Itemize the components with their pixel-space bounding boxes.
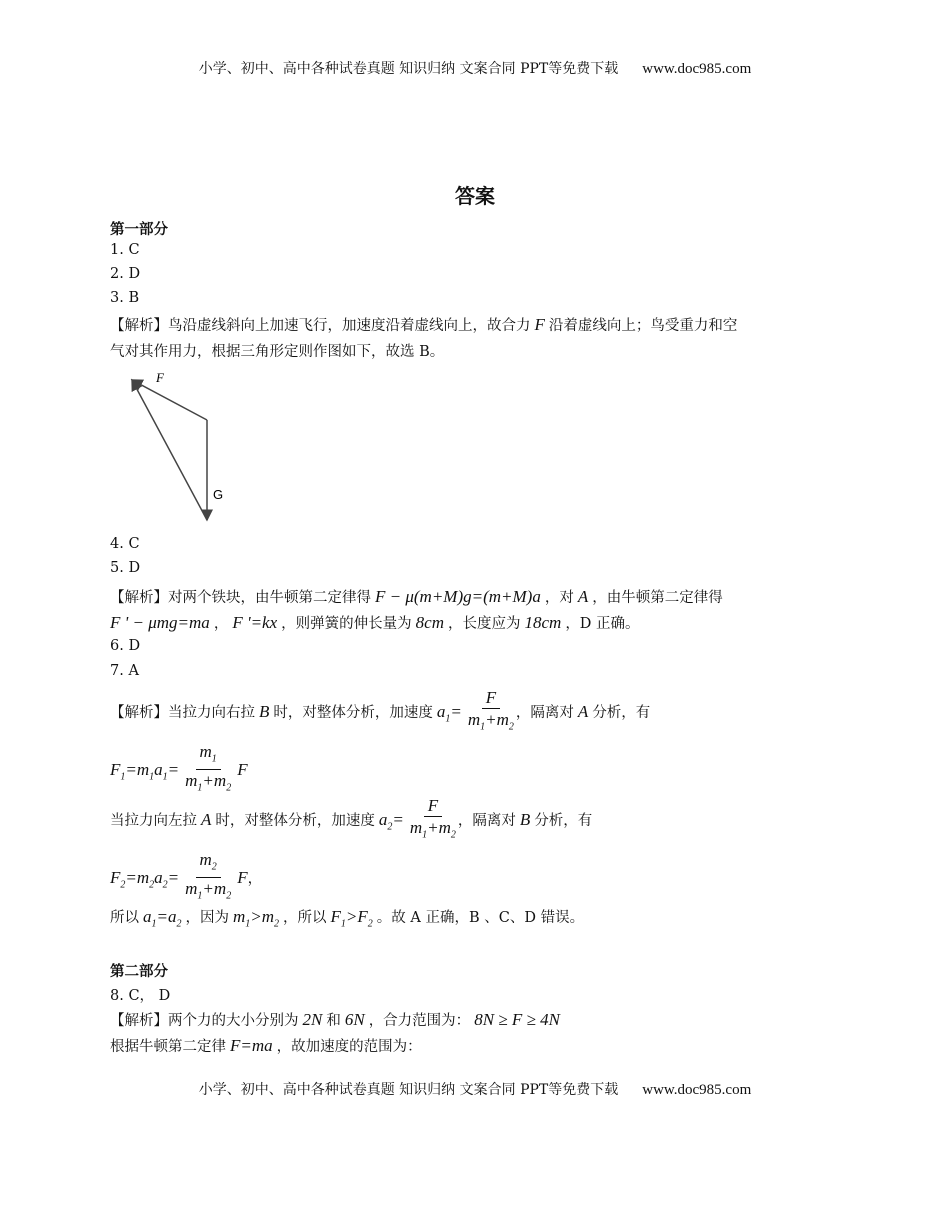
q7-eq-f1	[110, 742, 252, 800]
page-header	[0, 58, 950, 78]
math: +	[485, 710, 497, 729]
fraction	[468, 688, 514, 738]
math: 1	[422, 829, 428, 841]
math: 2	[367, 918, 373, 930]
math: m	[213, 771, 227, 791]
answer-1: 1. C	[110, 242, 140, 258]
answer-5: 5. D	[110, 560, 141, 576]
text: ，长度应为	[447, 616, 521, 632]
math: 1	[151, 918, 157, 930]
numerator: F	[482, 688, 500, 709]
math: m	[185, 771, 198, 791]
q8-line1	[110, 1009, 564, 1030]
text: 和	[326, 1013, 341, 1029]
math: 1	[340, 918, 346, 930]
math: 2	[176, 918, 182, 930]
math: =	[156, 907, 168, 926]
math: 8cm	[415, 613, 444, 632]
math: 6N	[344, 1010, 365, 1029]
math: 1	[245, 918, 251, 930]
math: a	[167, 907, 177, 926]
math: 2	[149, 879, 155, 891]
force-triangle-figure	[120, 368, 250, 530]
math: 2	[274, 918, 280, 930]
math: 18cm	[524, 613, 562, 632]
math: +	[202, 771, 214, 791]
text: 当拉力向右拉	[168, 705, 255, 722]
math: m	[261, 907, 275, 926]
math: 1	[120, 771, 126, 783]
math: F	[110, 759, 121, 779]
math: F − μ(m+M)g=(m+M)a	[375, 587, 541, 606]
text: 所以	[110, 910, 139, 926]
text: 根据牛顿第二定律	[110, 1039, 226, 1055]
math: 1	[480, 721, 486, 733]
footer-url[interactable]: www.doc985.com	[642, 1082, 752, 1098]
math: A	[201, 810, 212, 830]
text: ，由牛顿第二定律得	[592, 590, 723, 606]
resultant-arrow	[132, 380, 207, 520]
math: a	[154, 759, 163, 779]
label: 【解析】	[110, 705, 168, 722]
math: 1	[162, 771, 168, 783]
math: m	[409, 818, 423, 837]
q7-conclusion	[110, 906, 584, 929]
label: 【解析】	[110, 590, 168, 606]
math: 1	[197, 782, 203, 794]
math: m	[185, 879, 198, 899]
math: a	[378, 810, 388, 830]
math: B	[259, 702, 270, 722]
math: =	[167, 867, 180, 887]
text: 对两个铁块，由牛顿第二定律得	[168, 590, 371, 606]
math: m	[438, 818, 451, 837]
math: +	[427, 818, 439, 837]
page-footer	[0, 1079, 950, 1099]
math: 1	[149, 771, 155, 783]
answer-8: 8. C， D	[110, 988, 171, 1004]
math: F ' − μmg=ma	[110, 613, 210, 632]
text: ，则弹簧的伸长量为	[281, 616, 412, 632]
math: m	[136, 867, 150, 887]
text: ，故加速度的范围为：	[276, 1039, 422, 1055]
math: =	[392, 810, 404, 830]
text: 沿着虚线向上；鸟受重力和空	[548, 318, 738, 334]
header-url[interactable]: www.doc985.com	[642, 61, 752, 77]
math: m	[136, 759, 150, 779]
q5-explanation-line2: F ' − μmg=ma ， F '=kx ，则弹簧的伸长量为 8cm ，长度应为 18cm ，D 正确。	[110, 613, 640, 632]
text: ，合力范围为：	[368, 1013, 471, 1029]
page-title: 答案	[455, 184, 495, 208]
q5-explanation-line1	[110, 586, 723, 607]
math: F '=kx	[232, 613, 278, 632]
text: 当拉力向左拉	[110, 813, 197, 830]
header-text: 小学、初中、高中各种试卷真题 知识归纳 文案合同 PPT等免费下载	[198, 61, 619, 77]
q8-line2	[110, 1035, 422, 1056]
q3-explanation-line2: 气对其作用力，根据三角形定则作图如下，故选 B。	[110, 344, 445, 360]
text: 鸟沿虚线斜向上加速飞行，加速度沿着虚线向上，故合力	[168, 318, 531, 334]
fraction	[410, 796, 456, 846]
math: 1	[445, 713, 451, 725]
math: +	[202, 879, 214, 899]
label: 【解析】	[110, 318, 168, 334]
math: a	[143, 907, 152, 926]
math: F=ma	[230, 1036, 273, 1055]
text: 两个力的大小分别为	[168, 1013, 299, 1029]
answer-6: 6. D	[110, 638, 141, 654]
answer-2: 2. D	[110, 266, 141, 282]
label: 【解析】	[110, 1013, 168, 1029]
math: m	[467, 710, 481, 729]
math: A	[577, 702, 589, 722]
text: 分析，有	[534, 813, 593, 830]
math: 2	[387, 821, 393, 833]
math: F	[357, 907, 368, 926]
math: 2	[226, 782, 232, 794]
math: m	[232, 907, 246, 926]
math: F	[330, 907, 341, 926]
math: A	[577, 587, 589, 606]
math: F	[237, 759, 248, 779]
fraction	[185, 850, 231, 908]
q7-eq-f2	[110, 850, 262, 908]
math: 1	[211, 753, 217, 765]
math: F	[534, 315, 545, 334]
math: >	[345, 907, 358, 926]
q7-line1	[110, 688, 650, 738]
numerator: F	[424, 796, 442, 817]
math: 8N ≥ F ≥ 4N	[474, 1010, 560, 1029]
fraction	[185, 742, 231, 800]
text: 分析，有	[592, 705, 651, 722]
text: ，所以	[283, 910, 327, 926]
q3-explanation-line1	[110, 314, 737, 335]
math: =	[450, 702, 462, 722]
text: ，	[247, 870, 263, 887]
math: 2	[162, 879, 168, 891]
math: m	[496, 710, 509, 729]
answer-3: 3. B	[110, 290, 140, 306]
math: 2	[226, 890, 232, 902]
label-g: G	[213, 487, 224, 502]
math: B	[519, 810, 531, 830]
math: 2	[450, 829, 456, 841]
section-heading-part1: 第一部分	[110, 221, 168, 238]
math: 2	[508, 721, 514, 733]
text: ，D 正确。	[565, 616, 640, 632]
math: =	[167, 759, 180, 779]
text: 时，对整体分析，加速度	[273, 705, 433, 722]
math: m	[199, 850, 212, 869]
math: m	[199, 742, 212, 761]
text: ，对	[544, 590, 574, 606]
text: 。故 A 正确，B 、C、D 错误。	[376, 910, 585, 926]
footer-text: 小学、初中、高中各种试卷真题 知识归纳 文案合同 PPT等免费下载	[198, 1082, 619, 1098]
q7-line3	[110, 796, 592, 846]
math: F	[110, 867, 121, 887]
math: 2N	[302, 1010, 323, 1029]
math: a	[436, 702, 446, 722]
math: >	[250, 907, 262, 926]
label-f: F	[156, 370, 164, 385]
math: a	[154, 867, 163, 887]
math: =	[125, 867, 137, 887]
text: ，隔离对	[457, 813, 516, 830]
answer-4: 4. C	[110, 536, 140, 552]
text: 时，对整体分析，加速度	[215, 813, 375, 830]
math: 1	[197, 890, 203, 902]
text: ，隔离对	[515, 705, 574, 722]
text: ，因为	[185, 910, 229, 926]
answer-7: 7. A	[110, 663, 139, 679]
math: 2	[120, 879, 126, 891]
math: 2	[211, 861, 217, 873]
math: m	[213, 879, 227, 899]
section-heading-part2: 第二部分	[110, 963, 168, 980]
math: =	[125, 759, 137, 779]
math: F	[237, 867, 248, 887]
